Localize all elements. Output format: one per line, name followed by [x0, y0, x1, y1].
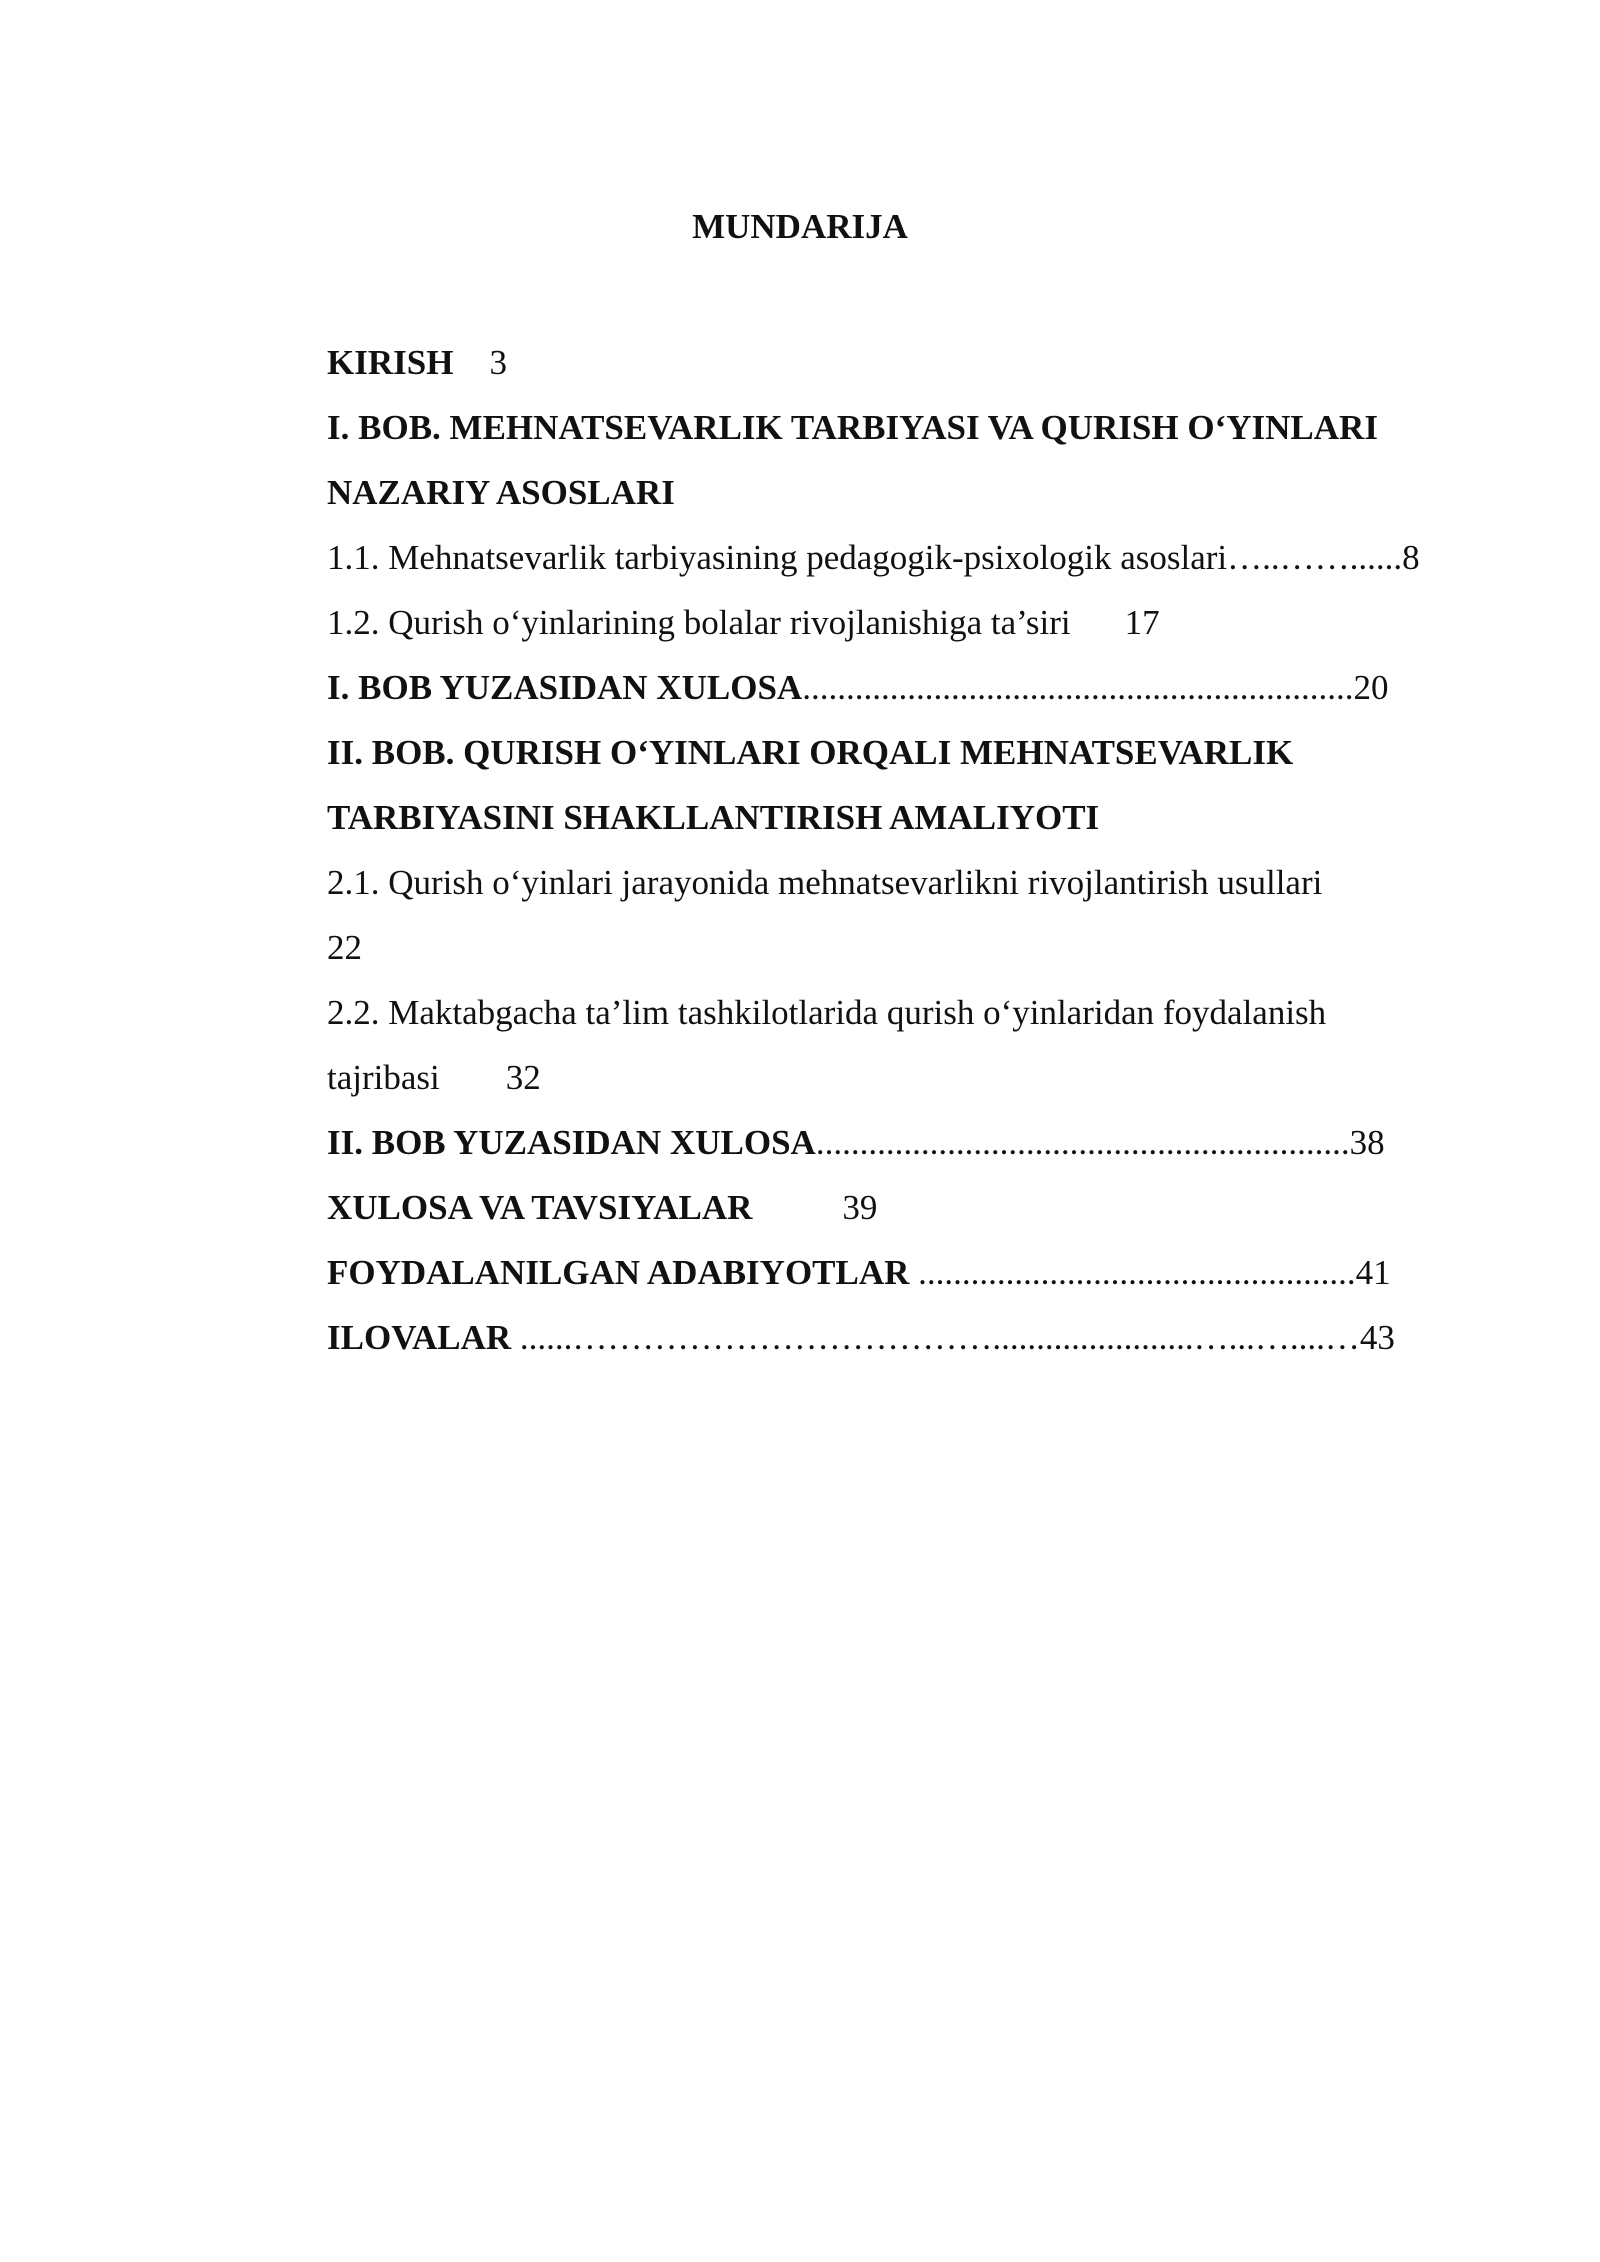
toc-entry-2-2-cont [327, 1045, 1487, 1110]
toc-label: XULOSA VA TAVSIYALAR [327, 1188, 753, 1227]
toc-entry-bob1-xulosa [327, 655, 1487, 720]
toc-page-number: 32 [505, 1058, 541, 1097]
toc-label: 2.1. Qurish o‘yinlari jarayonida mehnatsevarlikni rivojlantirish usullari [327, 863, 1323, 902]
toc-label: 2.2. Maktabgacha ta’lim tashkilotlarida qurish o‘yinlaridan foydalanish [327, 993, 1327, 1032]
toc-leader: .................................................. [909, 1253, 1356, 1292]
toc-leader: …..……...... [1227, 538, 1403, 577]
toc-chapter-heading-cont: TARBIYASINI SHAKLLANTIRISH AMALIYOTI [327, 798, 1100, 837]
toc-label: I. BOB YUZASIDAN XULOSA [327, 668, 803, 707]
toc-page-number: 22 [327, 928, 362, 967]
toc-page-number: 20 [1353, 668, 1389, 707]
toc-entry-kirish [327, 330, 1487, 395]
toc-entry-1-2 [327, 590, 1487, 655]
toc-page-number: 3 [489, 343, 507, 382]
toc-label: FOYDALANILGAN ADABIYOTLAR [327, 1253, 910, 1292]
page-title: MUNDARIJA [692, 207, 908, 246]
toc-chapter-heading: II. BOB. QURISH O‘YINLARI ORQALI MEHNATSEVARLIK [327, 733, 1294, 772]
toc-label: ILOVALAR [327, 1318, 512, 1357]
toc-entry-xulosa [327, 1175, 1487, 1240]
toc-page-number: 38 [1349, 1123, 1385, 1162]
table-of-contents [327, 330, 1487, 1370]
toc-entry-adabiyotlar [327, 1240, 1487, 1305]
toc-page-number: 39 [842, 1188, 878, 1227]
toc-leader: ............................................................... [802, 668, 1354, 707]
toc-page-number: 8 [1402, 538, 1420, 577]
toc-label: 1.1. Mehnatsevarlik tarbiyasining pedagogik-psixologik asoslari [327, 538, 1228, 577]
toc-entry-2-1-page [327, 915, 1487, 980]
toc-label: KIRISH [327, 343, 454, 382]
toc-entry-ilovalar [327, 1305, 1487, 1370]
toc-page-number: 41 [1355, 1253, 1391, 1292]
toc-label: 1.2. Qurish o‘yinlarining bolalar rivojlanishiga ta’siri [327, 603, 1071, 642]
toc-label: II. BOB YUZASIDAN XULOSA [327, 1123, 816, 1162]
toc-leader: ......……………………………….......................…...…....… [511, 1318, 1360, 1357]
toc-page-number: 17 [1124, 603, 1160, 642]
toc-entry-2-1 [327, 850, 1487, 915]
toc-chapter-heading: I. BOB. MEHNATSEVARLIK TARBIYASI VA QURISH O‘YINLARI [327, 408, 1378, 447]
toc-entry-2-2 [327, 980, 1487, 1045]
toc-entry-1-1 [327, 525, 1487, 590]
toc-leader: ............................................................. [815, 1123, 1350, 1162]
toc-chapter-heading-cont: NAZARIY ASOSLARI [327, 473, 675, 512]
toc-label-cont: tajribasi [327, 1058, 440, 1097]
toc-entry-bob2-xulosa [327, 1110, 1487, 1175]
toc-page-number: 43 [1359, 1318, 1395, 1357]
